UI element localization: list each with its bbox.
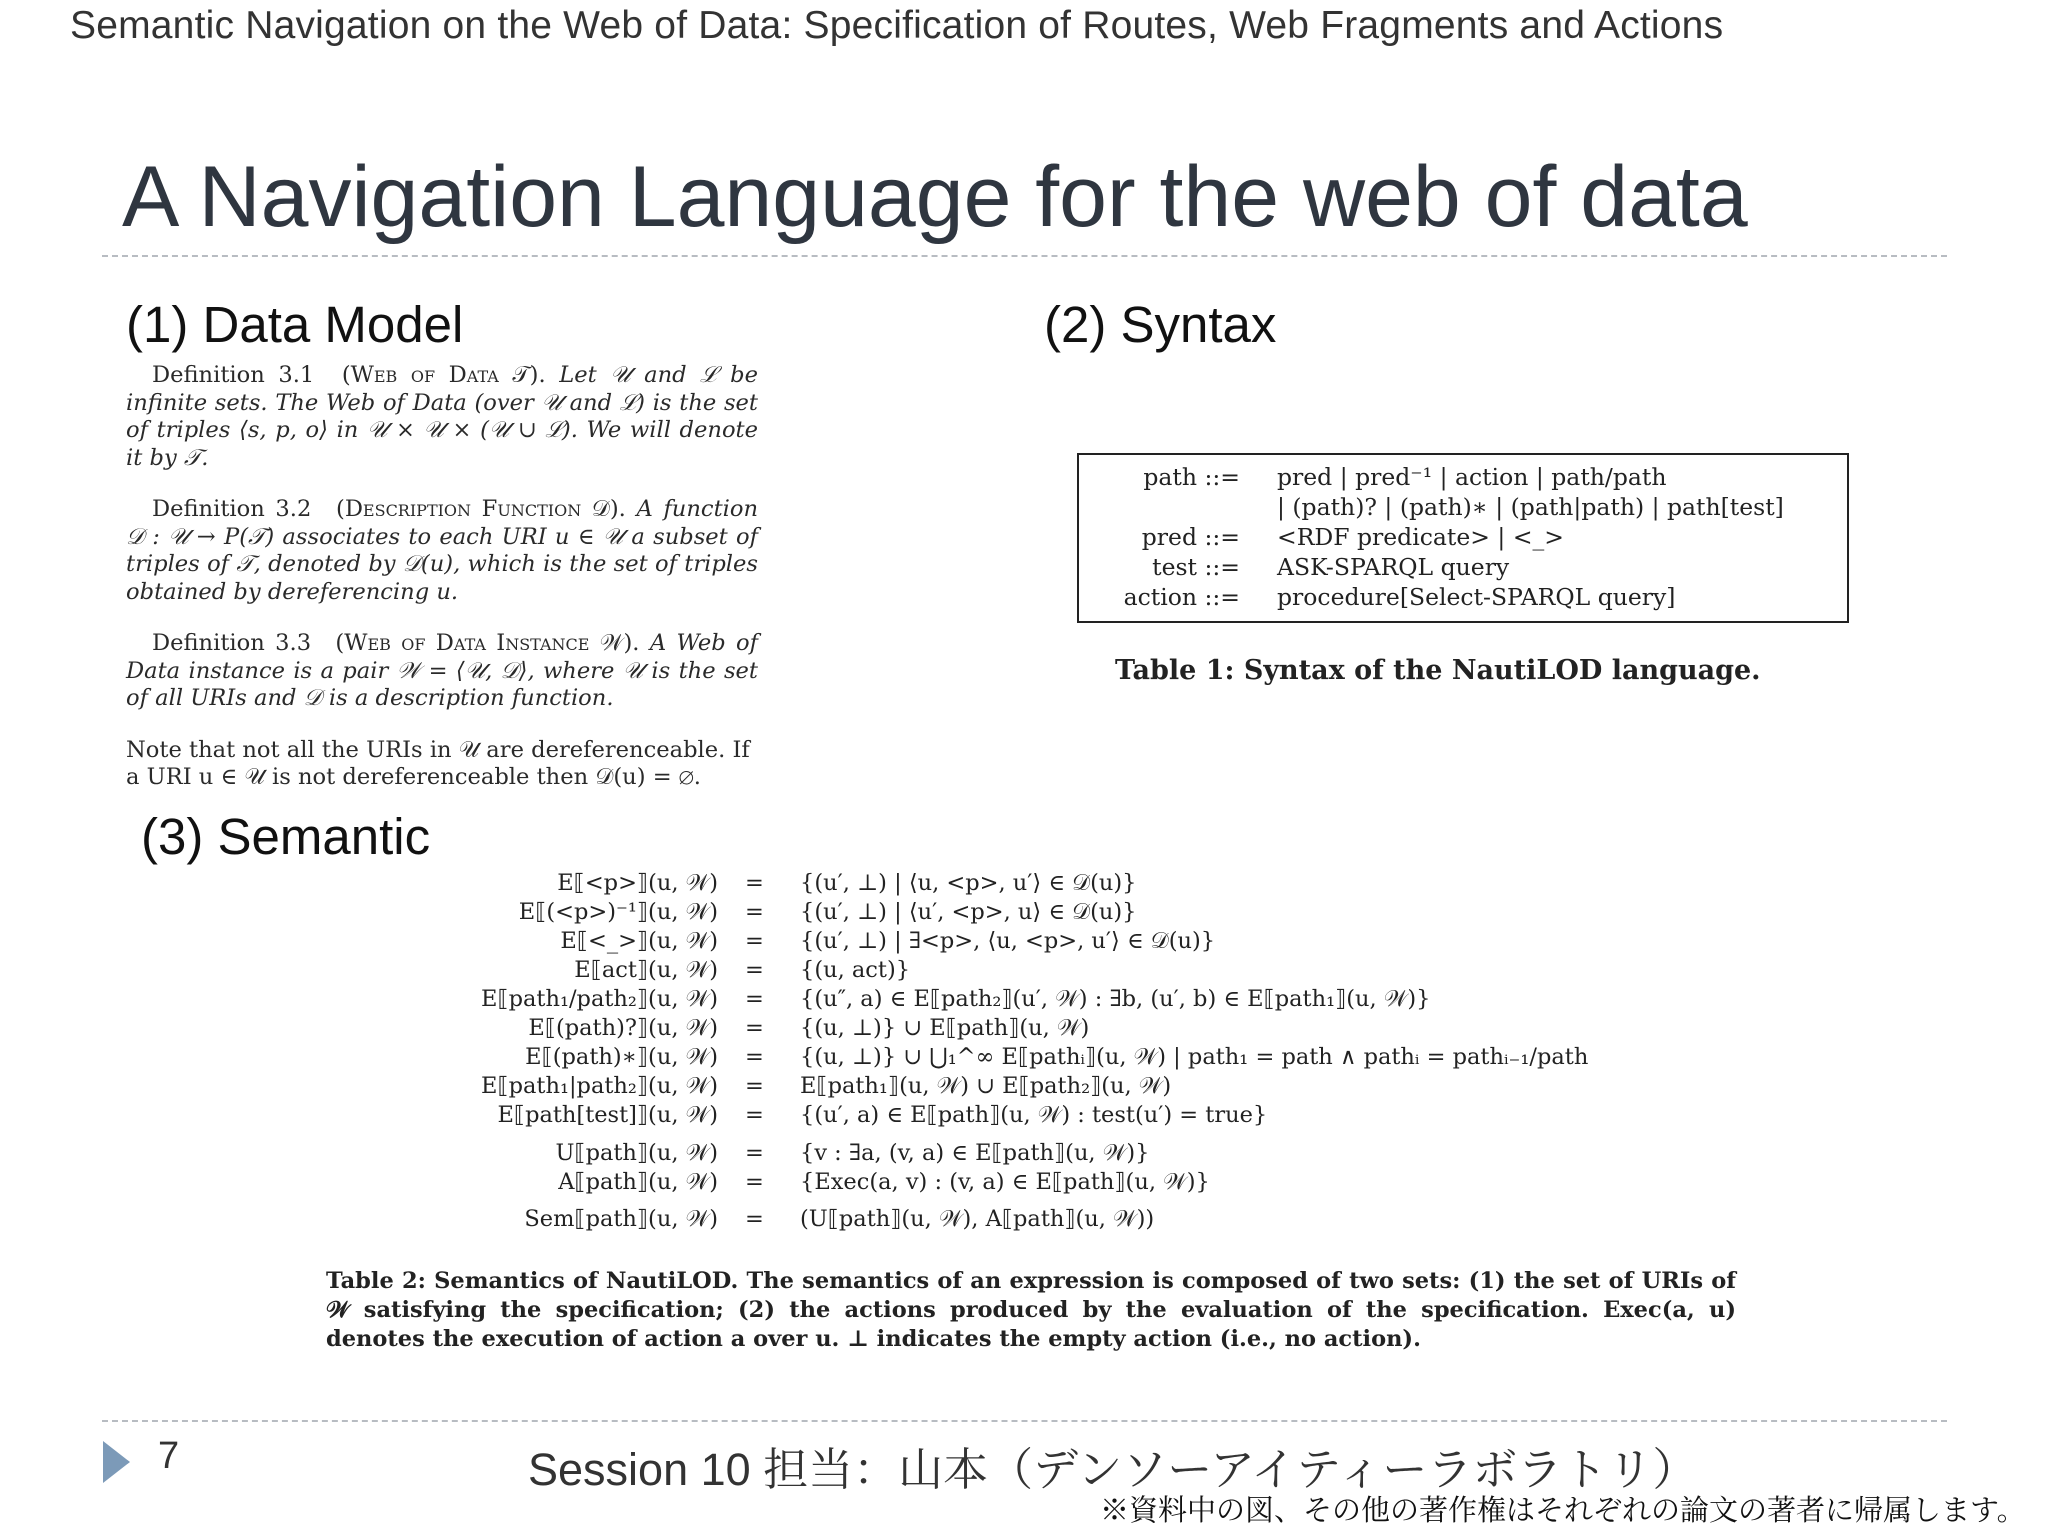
semantics-lhs: E⟦(path)?⟧(u, 𝒲) xyxy=(528,1015,718,1041)
syntax-rhs: procedure[Select-SPARQL query] xyxy=(1277,583,1676,611)
semantics-row xyxy=(0,957,1200,986)
semantics-row xyxy=(0,1140,1200,1169)
semantics-lhs: U⟦path⟧(u, 𝒲) xyxy=(555,1140,718,1166)
semantics-equals: = xyxy=(745,928,764,954)
section-syntax-heading: (2) Syntax xyxy=(1044,296,1277,353)
semantics-equals: = xyxy=(745,1206,764,1232)
semantics-lhs: E⟦(path)∗⟧(u, 𝒲) xyxy=(525,1044,718,1070)
semantics-rhs: {(u, ⊥)} ∪ E⟦path⟧(u, 𝒲) xyxy=(800,1015,1090,1041)
semantics-equals: = xyxy=(745,899,764,925)
semantics-rhs: (U⟦path⟧(u, 𝒲), A⟦path⟧(u, 𝒲)) xyxy=(800,1206,1155,1232)
semantics-row xyxy=(0,1073,1200,1102)
section-data-model-heading: (1) Data Model xyxy=(126,296,464,353)
semantics-row xyxy=(0,899,1200,928)
semantics-lhs: E⟦(<p>)⁻¹⟧(u, 𝒲) xyxy=(518,899,718,925)
semantics-lhs: E⟦path[test]⟧(u, 𝒲) xyxy=(497,1102,718,1128)
semantics-rhs: {(u′, a) ∈ E⟦path⟧(u, 𝒲) : test(u′) = true} xyxy=(800,1102,1268,1128)
semantics-rhs: {(u, act)} xyxy=(800,957,911,983)
semantics-lhs: Sem⟦path⟧(u, 𝒲) xyxy=(524,1206,718,1232)
syntax-row xyxy=(1079,463,1847,493)
semantics-equals: = xyxy=(745,1140,764,1166)
footer-divider xyxy=(102,1420,1947,1422)
definition-3-2 xyxy=(126,496,758,606)
semantics-lhs: E⟦act⟧(u, 𝒲) xyxy=(574,957,718,983)
semantics-equals: = xyxy=(745,957,764,983)
definition-3-3 xyxy=(126,630,758,713)
semantics-table xyxy=(0,870,2048,1250)
syntax-lhs: path ::= xyxy=(1143,463,1240,491)
definition-body: A Web of Data instance is a pair 𝒲 = ⟨𝒰, 𝒟⟩, where 𝒰 is the set of all URIs and 𝒟 is a description function. xyxy=(126,630,759,711)
semantics-rhs: {(u′, ⊥) | ⟨u′, <p>, u⟩ ∈ 𝒟(u)} xyxy=(800,899,1137,925)
syntax-rhs: | (path)? | (path)∗ | (path|path) | path[test] xyxy=(1277,493,1784,521)
definition-name: (Description Function 𝒟). xyxy=(336,496,626,522)
session-credit: Session 10 担当：山本（デンソーアイティーラボラトリ） xyxy=(528,1444,1698,1495)
title-divider xyxy=(102,255,1947,257)
definition-number: Definition 3.3 xyxy=(152,630,312,656)
section-semantic-heading: (3) Semantic xyxy=(141,808,431,865)
syntax-rhs: ASK-SPARQL query xyxy=(1277,553,1510,581)
definition-number: Definition 3.1 xyxy=(152,362,315,388)
semantics-rhs: {v : ∃a, (v, a) ∈ E⟦path⟧(u, 𝒲)} xyxy=(800,1140,1150,1166)
semantics-equals: = xyxy=(745,870,764,896)
definition-name: (Web of Data 𝒯). xyxy=(341,362,546,388)
semantics-row xyxy=(0,1206,1200,1235)
semantics-lhs: E⟦<_>⟧(u, 𝒲) xyxy=(560,928,718,954)
semantics-row xyxy=(0,928,1216,957)
syntax-rhs: pred | pred⁻¹ | action | path/path xyxy=(1277,463,1667,491)
semantics-lhs: E⟦path₁/path₂⟧(u, 𝒲) xyxy=(481,986,718,1012)
semantics-equals: = xyxy=(745,1169,764,1195)
copyright-note: ※資料中の図、その他の著作権はそれぞれの論文の著者に帰属します。 xyxy=(1100,1495,2026,1527)
semantics-rhs: {(u′, ⊥) | ⟨u, <p>, u′⟩ ∈ 𝒟(u)} xyxy=(800,870,1137,896)
triangle-bullet-icon xyxy=(103,1441,130,1483)
semantics-equals: = xyxy=(745,1102,764,1128)
semantics-rhs: {Exec(a, v) : (v, a) ∈ E⟦path⟧(u, 𝒲)} xyxy=(800,1169,1210,1195)
semantics-row xyxy=(0,986,1431,1015)
semantics-equals: = xyxy=(745,1044,764,1070)
semantics-row xyxy=(0,1169,1210,1198)
syntax-rhs: <RDF predicate> | <_> xyxy=(1277,523,1564,551)
semantics-lhs: E⟦path₁|path₂⟧(u, 𝒲) xyxy=(481,1073,718,1099)
semantics-row xyxy=(0,1102,1268,1131)
semantics-equals: = xyxy=(745,1015,764,1041)
semantics-row xyxy=(0,1044,1589,1073)
semantics-rhs: {(u″, a) ∈ E⟦path₂⟧(u′, 𝒲) : ∃b, (u′, b) ∈ E⟦path₁⟧(u, 𝒲)} xyxy=(800,986,1431,1012)
definition-number: Definition 3.2 xyxy=(152,496,312,522)
semantics-rhs: E⟦path₁⟧(u, 𝒲) ∪ E⟦path₂⟧(u, 𝒲) xyxy=(800,1073,1172,1099)
semantics-lhs: E⟦<p>⟧(u, 𝒲) xyxy=(557,870,718,896)
semantics-equals: = xyxy=(745,986,764,1012)
definitions-excerpt xyxy=(126,362,758,792)
syntax-table-caption: Table 1: Syntax of the NautiLOD language. xyxy=(1115,655,1761,686)
semantics-rhs: {(u′, ⊥) | ∃<p>, ⟨u, <p>, u′⟩ ∈ 𝒟(u)} xyxy=(800,928,1216,954)
semantics-equals: = xyxy=(745,1073,764,1099)
definition-3-1 xyxy=(126,362,758,472)
presentation-title: Semantic Navigation on the Web of Data: Specification of Routes, Web Fragments and Actions xyxy=(70,4,1724,47)
page-number: 7 xyxy=(158,1435,180,1477)
syntax-row xyxy=(1079,493,1847,523)
dereference-note: Note that not all the URIs in 𝒰 are dereferenceable. If a URI u ∈ 𝒰 is not dereferenceable then 𝒟(u) = ∅. xyxy=(126,736,750,790)
semantics-rhs: {(u, ⊥)} ∪ ⋃₁^∞ E⟦pathᵢ⟧(u, 𝒲) | path₁ = path ∧ pathᵢ = pathᵢ₋₁/path xyxy=(800,1044,1589,1070)
syntax-row xyxy=(1079,553,1847,583)
definition-name: (Web of Data Instance 𝒲). xyxy=(335,630,640,656)
slide-title: A Navigation Language for the web of data xyxy=(122,149,1748,245)
syntax-row xyxy=(1079,583,1847,613)
syntax-lhs: test ::= xyxy=(1152,553,1240,581)
syntax-row xyxy=(1079,523,1847,553)
syntax-table xyxy=(1077,453,1849,623)
semantics-row xyxy=(0,870,1200,899)
syntax-lhs: action ::= xyxy=(1123,583,1240,611)
definition-body: A function 𝒟 : 𝒰 → P(𝒯) associates to each URI u ∈ 𝒰 a subset of triples of 𝒯, denoted by 𝒟(u), which is the set of triples obtained by dereferencing u. xyxy=(126,496,759,605)
semantics-table-caption: Table 2: Semantics of NautiLOD. The semantics of an expression is composed of two sets: (1) the set of URIs of 𝒲 satisfying the specification; (2) the actions produced by the evaluation of the specification. Exec(a, u) denotes the execution of action a over u. ⊥ indicates the empty action (i.e., no action). xyxy=(326,1268,1736,1352)
syntax-lhs: pred ::= xyxy=(1141,523,1240,551)
semantics-row xyxy=(0,1015,1200,1044)
semantics-lhs: A⟦path⟧(u, 𝒲) xyxy=(558,1169,718,1195)
definition-body: Let 𝒰 and ℒ be infinite sets. The Web of Data (over 𝒰 and ℒ) is the set of triples ⟨s, p, o⟩ in 𝒰 × 𝒰 × (𝒰 ∪ ℒ). We will denote it by 𝒯. xyxy=(126,362,758,471)
